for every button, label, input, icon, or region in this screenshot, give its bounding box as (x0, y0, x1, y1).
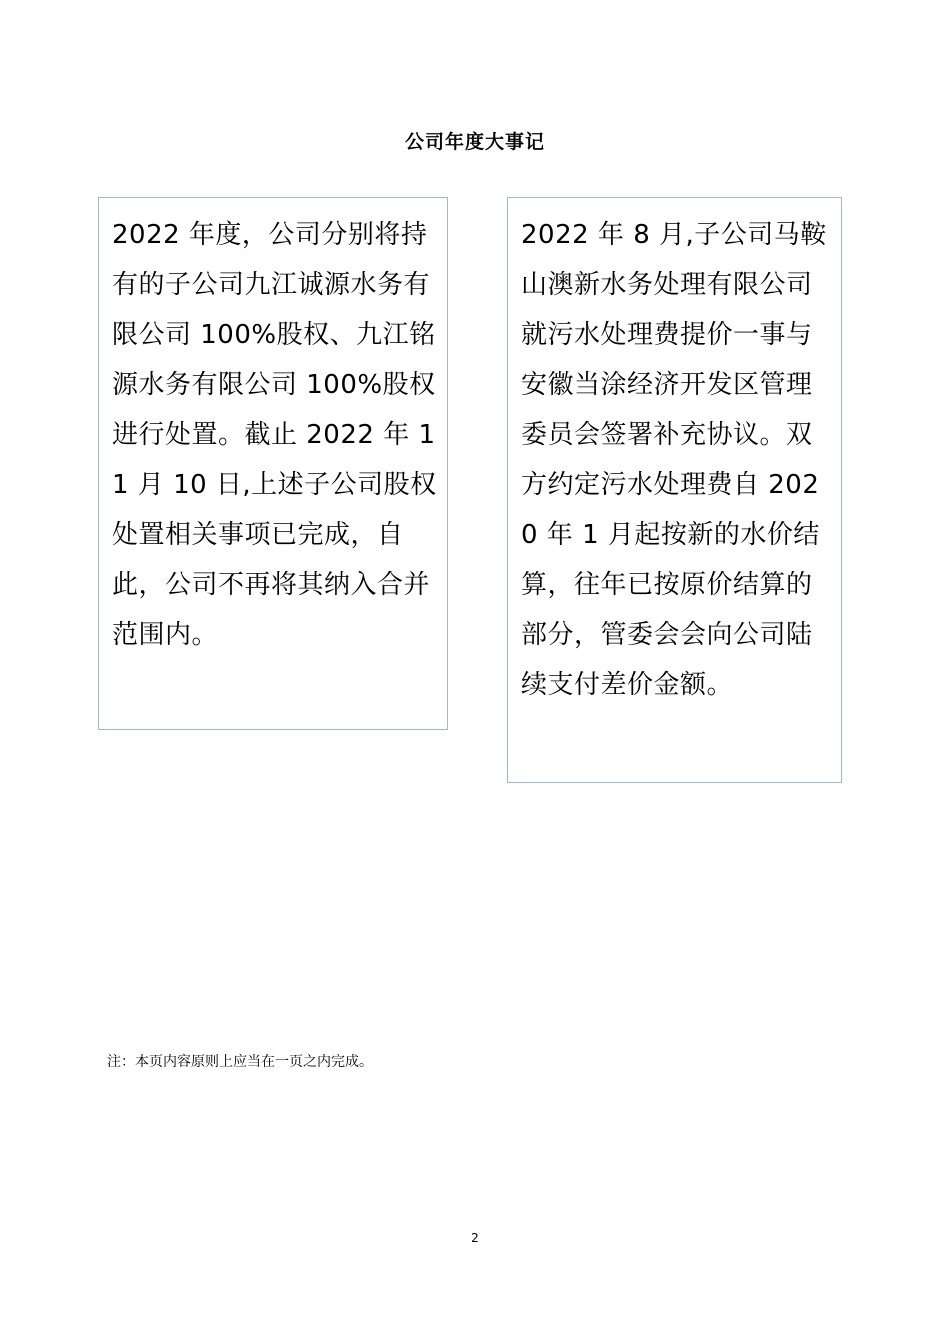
page-number: 2 (471, 1231, 479, 1245)
footnote: 注：本页内容原则上应当在一页之内完成。 (107, 1054, 373, 1070)
event-box-left (98, 197, 448, 730)
event-text-left: 2022 年度，公司分别将持有的子公司九江诚源水务有限公司 100%股权、九江铭源水务有限公司 100%股权进行处置。截止 2022 年 11 月 10 日,上述子公司股权处置相关事项已完成，自此，公司不再将其纳入合并范围内。 (112, 220, 437, 650)
page-title: 公司年度大事记 (404, 131, 545, 153)
event-text-right: 2022 年 8 月,子公司马鞍山澳新水务处理有限公司就污水处理费提价一事与安徽当涂经济开发区管理委员会签署补充协议。双方约定污水处理费自 2020 年 1 月起按新的水价结算，往年已按原价结算的部分，管委会会向公司陆续支付差价金额。 (521, 220, 827, 700)
event-box-right (507, 197, 842, 783)
